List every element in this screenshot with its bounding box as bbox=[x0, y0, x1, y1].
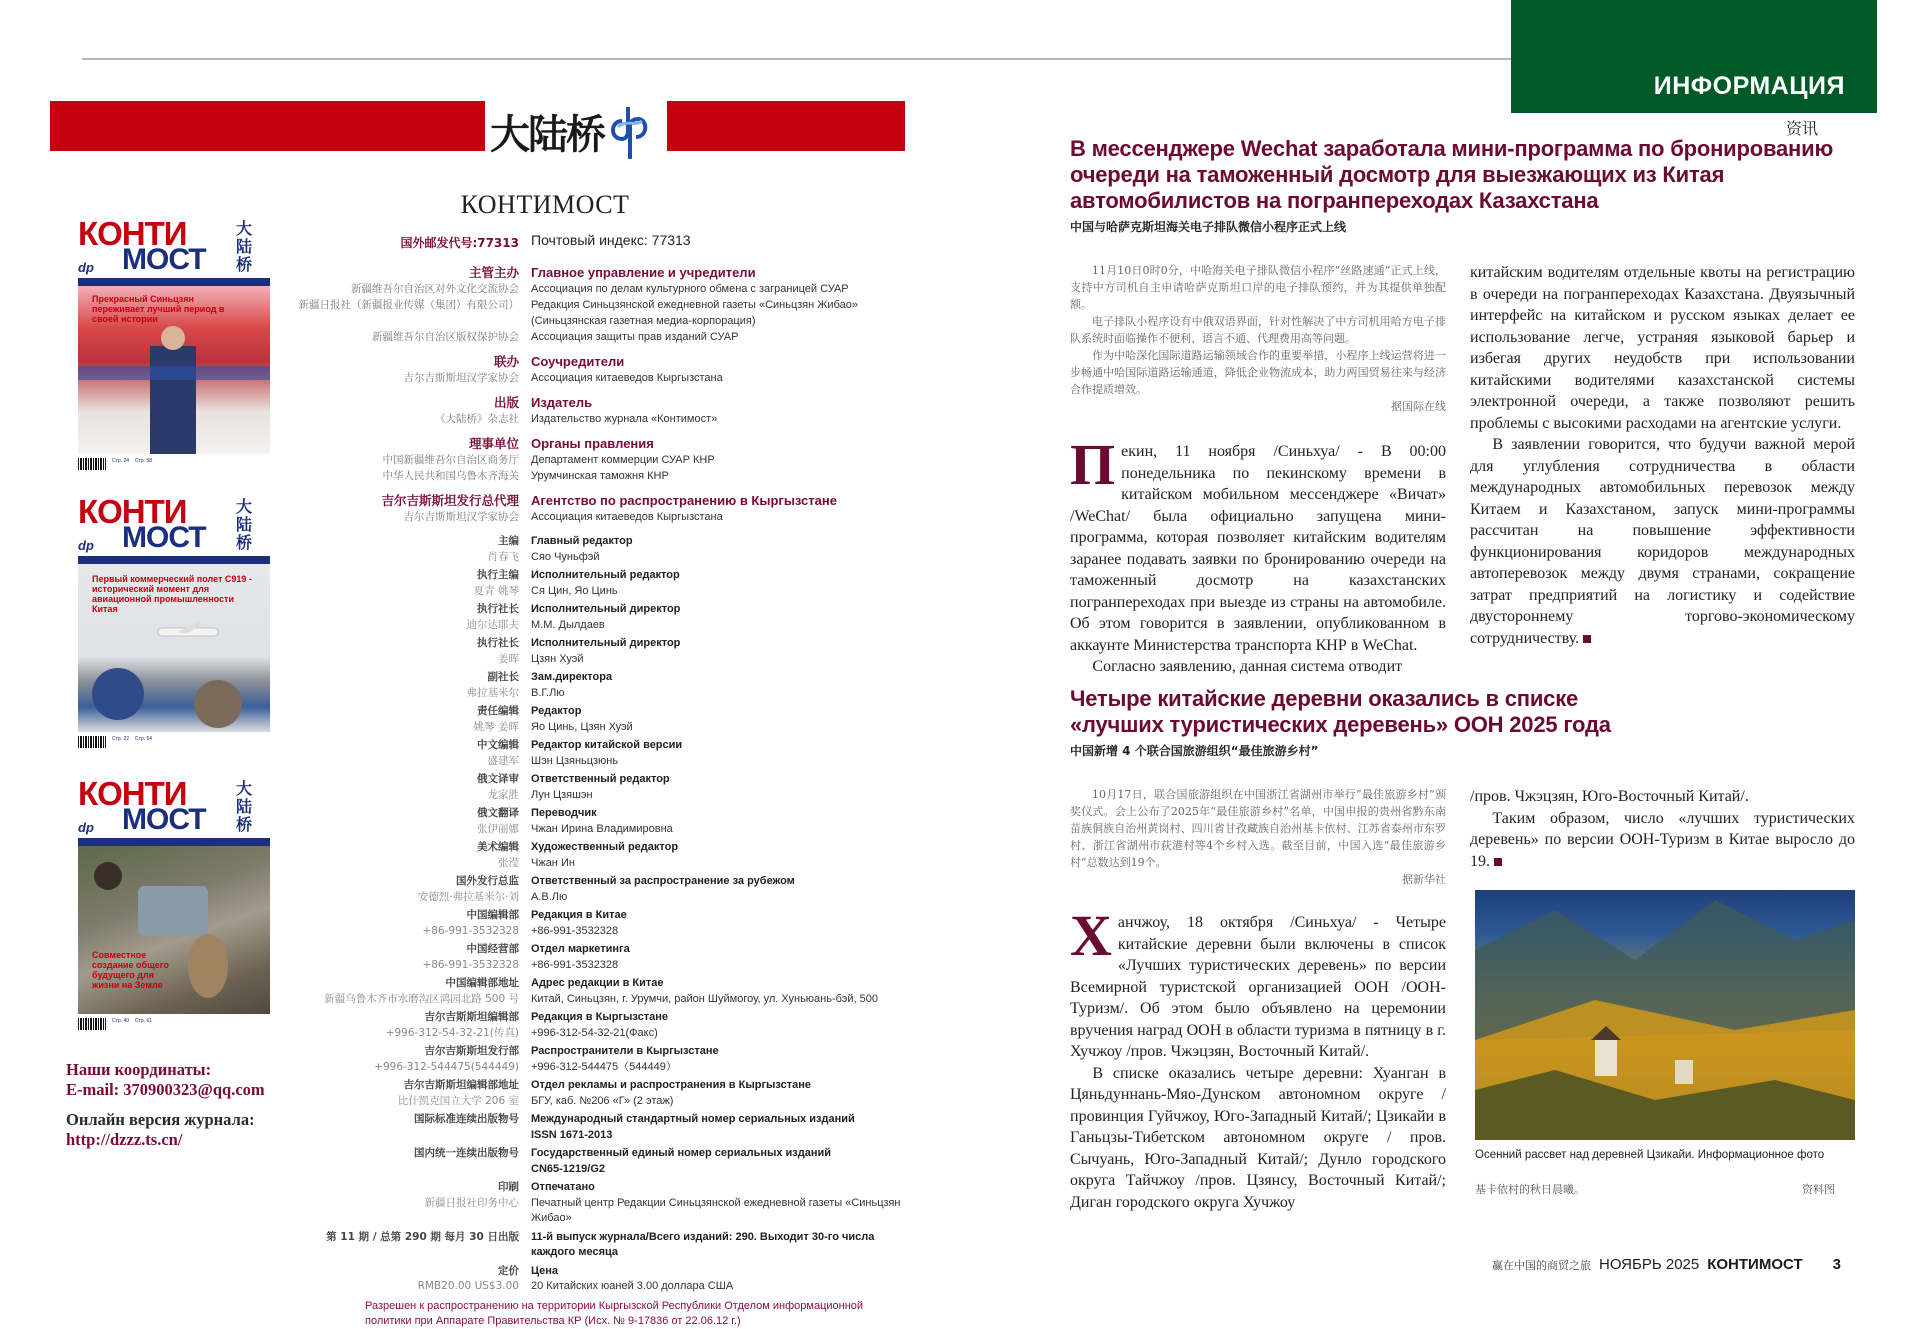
cover-brand-bottom: МОСТ bbox=[122, 243, 206, 276]
logo-text-cn: 大陆桥 bbox=[490, 111, 604, 158]
role-ru: Отдел рекламы и распространения в Кыргызстане bbox=[531, 1079, 812, 1091]
article-2-p3: Таким образом, число «лучших туристических деревень» по версии ООН-Туризм в Китае выросло до 19. bbox=[1470, 809, 1855, 870]
role-cn: 执行社长 bbox=[477, 603, 519, 615]
item-ru: Ассоциация защиты прав изданий СУАР bbox=[531, 331, 739, 343]
name-ru: +86-991-3532328 bbox=[531, 958, 619, 971]
masthead-group bbox=[150, 395, 910, 427]
masthead-item bbox=[150, 281, 910, 297]
barcode-icon bbox=[78, 736, 106, 748]
staff-name bbox=[150, 686, 910, 702]
name-cn: 盛建军 bbox=[487, 754, 519, 767]
role-ru: 11-й выпуск журнала/Всего изданий: 290. Выходит 30-го числа каждого месяца bbox=[531, 1230, 875, 1258]
role-cn: 定价 bbox=[498, 1264, 519, 1277]
staff-entry bbox=[150, 806, 910, 837]
staff-role bbox=[150, 636, 910, 652]
name-cn: +86-991-3532328 bbox=[422, 958, 519, 971]
item-ru: Ассоциация по делам культурного обмена с заграницей СУАР bbox=[531, 283, 849, 295]
article-1-title: В мессенджере Wechat заработала мини-программа по бронированию очереди на таможенный досмотр для выезжающих из Китая автомобилистов на погранпереходах Казахстана bbox=[1070, 136, 1834, 213]
item-ru: Издательство журнала «Контимост» bbox=[531, 413, 718, 425]
staff-name bbox=[150, 924, 910, 940]
name-ru: Цзян Хуэй bbox=[531, 652, 584, 665]
staff-entry bbox=[150, 738, 910, 769]
role-cn: 执行主编 bbox=[477, 569, 519, 581]
name-cn: 夏青 姚琴 bbox=[473, 584, 519, 597]
magazine-logo bbox=[490, 98, 662, 164]
name-ru: +996-312-54-32-21(Факс) bbox=[531, 1026, 658, 1039]
staff-entry bbox=[150, 1230, 910, 1261]
photo-credit: 资料图 bbox=[1802, 1183, 1835, 1196]
article-2-column-2 bbox=[1470, 786, 1855, 872]
cover-brand-top: КОНТИ bbox=[78, 775, 187, 812]
name-ru: В.Г.Лю bbox=[531, 686, 565, 699]
role-ru: Художественный редактор bbox=[531, 841, 679, 853]
heading-ru: Органы правления bbox=[531, 436, 654, 451]
heading-cn: 理事单位 bbox=[468, 436, 519, 451]
staff-entry bbox=[150, 704, 910, 735]
cn-paragraph: 10月17日，联合国旅游组织在中国浙江省湖州市举行“最佳旅游乡村”颁奖仪式。会上公布了2025年“最佳旅游乡村”名单，中国申报的贵州省黔东南苗族侗族自治州黄岗村、四川省甘孜藏族自治州基卡依村、江苏省泰州市东罗村、浙江省湖州市荻港村等4个乡村入选。截至目前，中国入选“最佳旅游乡村”总数达到19个。 bbox=[1070, 788, 1446, 869]
staff-name bbox=[150, 584, 910, 600]
masthead-item bbox=[150, 509, 910, 525]
name-cn: +996-312-544475(544449) bbox=[374, 1060, 519, 1073]
role-cn: 国内统一连续出版物号 bbox=[414, 1147, 519, 1159]
cn-source: 据国际在线 bbox=[1391, 400, 1446, 413]
name-ru: +86-991-3532328 bbox=[531, 924, 619, 937]
staff-role bbox=[150, 568, 910, 584]
article-1-body bbox=[1070, 432, 1446, 678]
section-label: ИНФОРМАЦИЯ bbox=[1653, 72, 1845, 100]
staff-role bbox=[150, 908, 910, 924]
role-cn: 副社长 bbox=[487, 671, 519, 683]
masthead-item bbox=[150, 329, 910, 345]
name-cn: 肖春飞 bbox=[487, 550, 519, 563]
heading-cn: 联办 bbox=[493, 354, 519, 369]
role-cn: 中国经营部 bbox=[466, 943, 519, 955]
online-version-label: Онлайн версия журнала: bbox=[66, 1110, 255, 1129]
article-1-subtitle-cn: 中国与哈萨克斯坦海关电子排队微信小程序正式上线 bbox=[1070, 220, 1347, 234]
role-ru: Зам.директора bbox=[531, 671, 613, 683]
role-ru: Редактор китайской версии bbox=[531, 739, 683, 751]
role-cn: 中国编辑部 bbox=[466, 909, 519, 921]
staff-entry bbox=[150, 534, 910, 565]
footer-brand: КОНТИМОСТ bbox=[1707, 1256, 1803, 1273]
staff-entry bbox=[150, 1264, 910, 1295]
staff-role bbox=[150, 670, 910, 686]
role-cn: 第 11 期 / 总第 290 期 每月 30 日出版 bbox=[326, 1230, 519, 1243]
heading-ru: Соучредители bbox=[531, 354, 625, 369]
cover-headline: Совместное создание общего будущего для жизни на Земле bbox=[92, 950, 169, 990]
heading-cn: 吉尔吉斯斯坦发行总代理 bbox=[381, 493, 519, 508]
role-ru: Редакция в Китае bbox=[531, 909, 627, 921]
cover-brand-top: КОНТИ bbox=[78, 493, 187, 530]
drop-cap: Х bbox=[1070, 903, 1112, 968]
name-ru: Печатный центр Редакции Синьцзянской ежедневной газеты «Синьцзян Жибао» bbox=[531, 1196, 901, 1224]
article-1-p2-cont: китайским водителям отдельные квоты на регистрацию в очереди на погранпереходах Казахстана. Двуязычный интерфейс на китайском и русском языках делает ее использование легче, устраняя языковой барьер и избегая других неудобств при использовании китайскими водителями казахстанской системы электронной очереди, а также позволяют решить проблемы с высокими расходами на агентские услуги. bbox=[1470, 264, 1855, 432]
staff-entry bbox=[150, 840, 910, 871]
name-cn: 姚琴 姜晖 bbox=[473, 720, 519, 733]
staff-role bbox=[150, 534, 910, 550]
name-ru: Ся Цин, Яо Цинь bbox=[531, 584, 618, 597]
role-ru: Ответственный редактор bbox=[531, 773, 670, 785]
role-ru: Редактор bbox=[531, 705, 582, 717]
contacts-heading: Наши координаты: bbox=[66, 1060, 212, 1079]
name-cn: 张伊丽娜 bbox=[477, 822, 519, 835]
name-ru: М.М. Дылдаев bbox=[531, 618, 605, 631]
article-1-cn-summary bbox=[1070, 262, 1446, 415]
dp-logo-icon: dp bbox=[78, 260, 94, 275]
staff-entry bbox=[150, 602, 910, 633]
name-ru: Сяо Чуньфэй bbox=[531, 550, 600, 563]
staff-name bbox=[150, 754, 910, 770]
heading-ru: Главное управление и учредители bbox=[531, 265, 756, 280]
role-cn: 中文编辑 bbox=[477, 739, 519, 751]
role-ru: Адрес редакции в Китае bbox=[531, 977, 664, 989]
masthead-group-heading bbox=[150, 265, 910, 281]
drop-cap: П bbox=[1070, 432, 1116, 497]
role-ru: Исполнительный директор bbox=[531, 603, 681, 615]
staff-entry bbox=[150, 636, 910, 667]
footer-issue-date: НОЯБРЬ 2025 bbox=[1599, 1256, 1700, 1273]
cover-page-ref: Стр. 61 bbox=[135, 1018, 153, 1024]
masthead-item bbox=[150, 452, 910, 468]
cover-page-ref: Стр. 40 bbox=[112, 1018, 130, 1024]
staff-role bbox=[150, 602, 910, 618]
item-ru: Департамент коммерции СУАР КНР bbox=[531, 454, 715, 466]
masthead-group-heading bbox=[150, 493, 910, 509]
dp-logo-icon: dp bbox=[78, 538, 94, 553]
cn-paragraph: 11月10日0时0分，中哈海关电子排队微信小程序“丝路速通”正式上线，支持中方司机自主申请哈萨克斯坦口岸的电子排队预约，并为其提供单独配额。 bbox=[1070, 264, 1446, 311]
role-cn: 国际标准连续出版物号 bbox=[414, 1113, 519, 1125]
name-cn: 张滢 bbox=[498, 856, 519, 869]
item-cn: 新疆日报社（新疆报业传媒（集团）有限公司） bbox=[298, 299, 519, 311]
cover-brand-cn: 大陆桥 bbox=[236, 779, 253, 834]
masthead-item bbox=[150, 411, 910, 427]
role-cn: 美术编辑 bbox=[477, 841, 519, 853]
masthead-group bbox=[150, 265, 910, 345]
staff-name bbox=[150, 550, 910, 566]
role-ru: Главный редактор bbox=[531, 535, 633, 547]
role-ru: Исполнительный редактор bbox=[531, 569, 680, 581]
role-cn: 责任编辑 bbox=[477, 705, 519, 717]
postal-index bbox=[150, 232, 910, 251]
staff-name bbox=[150, 720, 910, 736]
name-cn: 姜晖 bbox=[498, 652, 519, 665]
staff-role bbox=[150, 976, 910, 992]
staff-name bbox=[150, 788, 910, 804]
staff-name bbox=[150, 992, 910, 1008]
cover-brand-cn: 大陆桥 bbox=[236, 497, 253, 552]
item-ru: Ассоциация китаеведов Кыргызстана bbox=[531, 372, 723, 384]
name-ru: CN65-1219/G2 bbox=[531, 1162, 605, 1175]
masthead-item bbox=[150, 468, 910, 484]
postal-index-cn: 国外邮发代号:77313 bbox=[400, 236, 519, 250]
name-ru: Китай, Синьцзян, г. Урумчи, район Шуймогоу, ул. Хуньюань-бэй, 500 bbox=[531, 992, 879, 1005]
masthead-group-heading bbox=[150, 436, 910, 452]
page-footer bbox=[1492, 1256, 1841, 1273]
article-2-title: Четыре китайские деревни оказались в списке «лучших туристических деревень» ООН 2025 года bbox=[1070, 686, 1611, 737]
end-mark-icon bbox=[1583, 635, 1591, 643]
name-ru: ISSN 1671-2013 bbox=[531, 1128, 613, 1141]
staff-role bbox=[150, 1180, 910, 1196]
magazine-title: КОНТИМОСТ bbox=[460, 190, 630, 219]
role-ru: Распространители в Кыргызстане bbox=[531, 1045, 719, 1057]
name-cn: 安德烈·弗拉基米尔·刘 bbox=[417, 890, 519, 903]
role-ru: Международный стандартный номер сериальных изданий bbox=[531, 1113, 855, 1125]
article-2-column-1 bbox=[1070, 786, 1446, 1213]
footer-slogan: 赢在中国的商贸之旅 bbox=[1492, 1259, 1591, 1272]
role-cn: 印刷 bbox=[498, 1181, 519, 1193]
cover-headline: Первый коммерческий полет С919 - исторический момент для авиационной промышленности Китая bbox=[92, 574, 252, 614]
barcode-icon bbox=[78, 458, 106, 470]
cn-source: 据新华社 bbox=[1402, 873, 1446, 886]
article-2-lead: анчжоу, 18 октября /Синьхуа/ - Четыре китайские деревни были включены в список «Лучших туристических деревень» по версии Всемирной туристской организацией ООН /ООН-Туризм/. Об этом было объявлено на церемонии вручения наград ООН в области туризма в пятницу в г. Хучжоу /пров. Чжэцзян, Восточный Китай/. bbox=[1070, 914, 1446, 1060]
cover-headline: Прекрасный Синьцзян переживает лучший период в своей истории bbox=[92, 294, 225, 324]
staff-role bbox=[150, 704, 910, 720]
role-ru: Редакция в Кыргызстане bbox=[531, 1011, 668, 1023]
staff-entry bbox=[150, 670, 910, 701]
banner-bar-left bbox=[50, 101, 485, 151]
masthead-item bbox=[150, 297, 910, 329]
cover-page-ref: Стр. 24 bbox=[112, 458, 130, 464]
name-cn: RMB20.00 US$3.00 bbox=[417, 1280, 519, 1292]
postal-index-ru: Почтовый индекс: 77313 bbox=[531, 232, 691, 248]
role-cn: 吉尔吉斯斯坦编辑部地址 bbox=[403, 1079, 519, 1091]
item-cn: 吉尔吉斯斯坦汉学家协会 bbox=[403, 511, 519, 523]
role-cn: 国外发行总监 bbox=[456, 875, 519, 887]
staff-entry bbox=[150, 976, 910, 1007]
masthead-group-heading bbox=[150, 395, 910, 411]
name-ru: Яо Цинь, Цзян Хуэй bbox=[531, 720, 633, 733]
role-ru: Ответственный за распространение за рубежом bbox=[531, 875, 795, 887]
cover-page-ref: Стр. 22 bbox=[112, 736, 130, 742]
staff-name bbox=[150, 822, 910, 838]
role-ru: Отпечатано bbox=[531, 1181, 595, 1193]
role-ru: Государственный единый номер сериальных изданий bbox=[531, 1147, 832, 1159]
staff-role bbox=[150, 1010, 910, 1026]
role-ru: Цена bbox=[531, 1264, 559, 1277]
name-ru: +996-312-544475（544449） bbox=[531, 1060, 677, 1073]
online-version-link[interactable]: http://dzzz.ts.cn/ bbox=[66, 1130, 183, 1149]
staff-role bbox=[150, 1264, 910, 1280]
staff-entry bbox=[150, 942, 910, 973]
item-cn: 新疆维吾尔自治区版权保护协会 bbox=[372, 331, 519, 343]
masthead-group bbox=[150, 354, 910, 386]
village-landscape-image bbox=[1475, 890, 1855, 1140]
name-cn: 比什凯克国立大学 206 室 bbox=[397, 1094, 519, 1107]
staff-entry bbox=[150, 908, 910, 939]
cover-page-ref: Стр. 58 bbox=[135, 458, 153, 464]
role-cn: 执行社长 bbox=[477, 637, 519, 649]
role-ru: Исполнительный директор bbox=[531, 637, 681, 649]
item-cn: 中国新疆维吾尔自治区商务厅 bbox=[382, 454, 519, 466]
heading-cn: 出版 bbox=[493, 395, 519, 410]
masthead-info bbox=[150, 232, 910, 1329]
name-ru: Чжан Ирина Владимировна bbox=[531, 822, 673, 835]
role-cn: 俄文翻译 bbox=[477, 807, 519, 819]
name-ru: Чжан Ин bbox=[531, 856, 575, 869]
name-ru: БГУ, каб. №206 «Г» (2 этаж) bbox=[531, 1094, 674, 1107]
item-ru: Урумчинская таможня КНР bbox=[531, 470, 669, 482]
dp-logo-icon: dp bbox=[78, 820, 94, 835]
cover-brand-top: КОНТИ bbox=[78, 215, 187, 252]
staff-entry bbox=[150, 1180, 910, 1227]
role-cn: 吉尔吉斯斯坦发行部 bbox=[424, 1045, 519, 1057]
item-cn: 《大陆桥》杂志社 bbox=[435, 413, 519, 425]
role-cn: 吉尔吉斯斯坦编辑部 bbox=[424, 1011, 519, 1023]
staff-name bbox=[150, 618, 910, 634]
role-cn: 俄文译审 bbox=[477, 773, 519, 785]
staff-entry bbox=[150, 568, 910, 599]
staff-name bbox=[150, 958, 910, 974]
heading-ru: Агентство по распространению в Кыргызстане bbox=[531, 493, 837, 508]
name-cn: 迪尔达耶夫 bbox=[466, 618, 519, 631]
article-2-cn-summary bbox=[1070, 786, 1446, 888]
article-2-p2-cont: /пров. Чжэцзян, Юго-Восточный Китай/. bbox=[1470, 788, 1749, 805]
name-cn: +86-991-3532328 bbox=[422, 924, 519, 937]
masthead-group-heading bbox=[150, 354, 910, 370]
section-header bbox=[1511, 0, 1877, 113]
staff-name bbox=[150, 1162, 910, 1178]
article-1-column-1 bbox=[1070, 262, 1446, 678]
article-1-p2-start: Согласно заявлению, данная система отводит bbox=[1092, 658, 1403, 675]
staff-role bbox=[150, 1230, 910, 1261]
heading-cn: 主管主办 bbox=[468, 265, 519, 280]
staff-role bbox=[150, 806, 910, 822]
name-cn: 新疆日报社印务中心 bbox=[424, 1196, 519, 1209]
staff-name bbox=[150, 652, 910, 668]
staff-name bbox=[150, 1026, 910, 1042]
village-photo bbox=[1475, 890, 1855, 1140]
contacts bbox=[66, 1060, 265, 1160]
article-1-p3: В заявлении говорится, что будучи важной мерой для углубления сотрудничества в области международных автомобильных перевозок между Китаем и Казахстаном, запуск мини-программы рассчитан на повышение эффективности функционирования коридоров международных автоперевозок между двумя странами, сокращение затрат предприятий на логистику и содействие двустороннему торгово-экономическому сотрудничеству. bbox=[1470, 436, 1855, 647]
cn-paragraph: 电子排队小程序设有中俄双语界面，针对性解决了中方司机用哈方电子排队系统时面临操作不便利、语言不通、代理费用高等问题。 bbox=[1070, 315, 1446, 345]
name-cn: +996-312-54-32-21(传真) bbox=[385, 1026, 519, 1039]
banner-bar-right bbox=[667, 101, 905, 151]
role-cn: 主编 bbox=[498, 535, 519, 547]
dp-logo-icon bbox=[608, 101, 650, 161]
item-ru: Редакция Синьцзянской ежедневной газеты «Синьцзян Жибао» (Синьцзянская газетная медиа-корпорация) bbox=[531, 299, 858, 327]
photo-caption-cn-text: 基卡依村的秋日晨曦。 bbox=[1475, 1183, 1585, 1196]
staff-role bbox=[150, 840, 910, 856]
page-number: 3 bbox=[1832, 1256, 1841, 1273]
section-label-cn: 资讯 bbox=[1786, 119, 1819, 138]
contact-email[interactable]: E-mail: 370900323@qq.com bbox=[66, 1080, 265, 1099]
article-2-p2: В списке оказались четыре деревни: Хуанган в Цяньдуннань-Мяо-Дунском автономном округе / провинция Гуйчжоу, Юго-Западный Китай/; Цзикайи в Ганьцзы-Тибетском автономном округе / пров. Сычуань, Юго-Западный Китай/; Дунло городского округа Тайчжоу /пров. Цзянсу, Восточный Китай/; Диган городского округа Хучжоу bbox=[1070, 1064, 1446, 1211]
cover-brand-bottom: МОСТ bbox=[122, 803, 206, 836]
article-1-column-2 bbox=[1470, 262, 1855, 649]
photo-caption-cn bbox=[1475, 1181, 1835, 1197]
item-ru: Ассоциация китаеведов Кыргызстана bbox=[531, 511, 723, 523]
staff-name bbox=[150, 1196, 910, 1227]
staff-entry bbox=[150, 772, 910, 803]
item-cn: 新疆维吾尔自治区对外文化交流协会 bbox=[351, 283, 519, 295]
role-ru: Отдел маркетинга bbox=[531, 943, 630, 955]
staff-name bbox=[150, 856, 910, 872]
cover-page-ref: Стр. 54 bbox=[135, 736, 153, 742]
masthead-group bbox=[150, 493, 910, 525]
name-cn: 新疆乌鲁木齐市水磨沟区鸿园北路 500 号 bbox=[324, 992, 519, 1005]
cn-paragraph: 作为中哈深化国际道路运输领域合作的重要举措，小程序上线运营将进一步畅通中哈国际道路运输通道，降低企业物流成本，助力两国贸易往来与经济合作提质增效。 bbox=[1070, 349, 1446, 396]
staff-role bbox=[150, 1044, 910, 1060]
masthead-item bbox=[150, 370, 910, 386]
item-cn: 中华人民共和国乌鲁木齐海关 bbox=[382, 470, 519, 482]
name-ru: Лун Цзяшэн bbox=[531, 788, 593, 801]
top-divider bbox=[82, 58, 1512, 60]
article-2-body bbox=[1070, 903, 1446, 1213]
name-ru: А.В.Лю bbox=[531, 890, 568, 903]
end-mark-icon bbox=[1494, 858, 1502, 866]
staff-name bbox=[150, 890, 910, 906]
item-cn: 吉尔吉斯斯坦汉学家协会 bbox=[403, 372, 519, 384]
name-cn: 龙家胜 bbox=[487, 788, 519, 801]
article-1-lead: екин, 11 ноября /Синьхуа/ - В 00:00 понедельника по пекинскому времени в китайском мобильном мессенджере «Вичат» /WeChat/ была официально запущена мини-программа, которая позволяет китайским водителям заранее подавать заявки по бронированию очереди на таможенный досмотр на казахстанских погранпереходах при выезде из страны на автомобиле. Об этом говорится в заявлении, опубликованном в аккаунте Министерства транспорта КНР в WeChat. bbox=[1070, 443, 1446, 654]
staff-role bbox=[150, 772, 910, 788]
cover-brand-cn: 大陆桥 bbox=[236, 219, 253, 274]
staff-role bbox=[150, 738, 910, 754]
name-ru: 20 Китайских юаней 3.00 доллара США bbox=[531, 1280, 734, 1292]
staff-entry bbox=[150, 1010, 910, 1041]
cover-brand-bottom: МОСТ bbox=[122, 521, 206, 554]
staff-name bbox=[150, 1279, 910, 1295]
masthead-group bbox=[150, 436, 910, 484]
staff-entry bbox=[150, 874, 910, 905]
staff-role bbox=[150, 874, 910, 890]
name-ru: Шэн Цзяньцзюнь bbox=[531, 754, 619, 767]
article-2-subtitle-cn: 中国新增 4 个联合国旅游组织“最佳旅游乡村” bbox=[1070, 744, 1319, 758]
staff-role bbox=[150, 942, 910, 958]
barcode-icon bbox=[78, 1018, 106, 1030]
role-ru: Переводчик bbox=[531, 807, 597, 819]
distribution-permit: Разрешен к распространению на территории Кыргызской Республики Отделом информационной политики при Аппарате Правительства КР (Исх. № 9-17836 от 22.06.12 г.) bbox=[365, 1299, 864, 1327]
role-cn: 中国编辑部地址 bbox=[445, 977, 519, 989]
photo-caption: Осенний рассвет над деревней Цзикайи. Информационное фото bbox=[1475, 1149, 1825, 1161]
name-cn: 弗拉基米尔 bbox=[466, 686, 519, 699]
heading-ru: Издатель bbox=[531, 395, 593, 410]
